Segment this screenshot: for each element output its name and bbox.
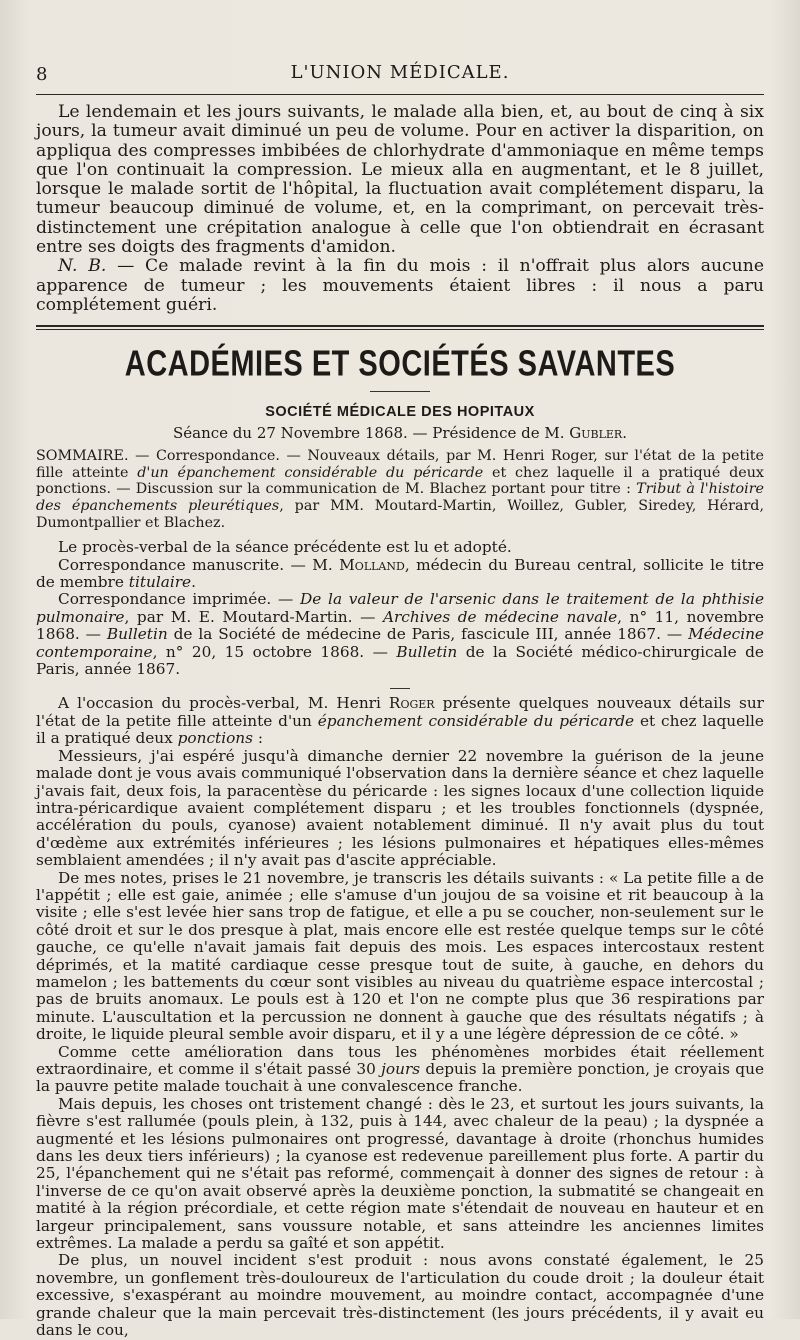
separator-rule (390, 688, 410, 689)
running-head (36, 56, 764, 90)
ci-italic-4: Médecine contemporaine (36, 625, 764, 661)
paragraph-nota-bene (36, 257, 764, 315)
nb-label: N. B. (58, 256, 107, 277)
seance-line (36, 424, 764, 442)
title-rule (370, 391, 430, 392)
am-text-2: depuis la première ponction, je croyais que la pauvre petite malade touchait à une convalescence franche. (36, 1060, 764, 1096)
ci-text-5: , n° 20, 15 octobre 1868. — (152, 642, 397, 661)
ci-text-1: Correspondance imprimée. — (58, 590, 301, 609)
journal-title: L'UNION MÉDICALE. (290, 62, 510, 83)
cm-text-3: . (191, 573, 196, 592)
sommaire-text-3: , par MM. Moutard-Martin, Woillez, Gubler, Siredey, Hérard, Dumontpallier et Blachez. (36, 498, 764, 531)
paragraph-roger (36, 695, 764, 747)
ci-text-6: de la Société médico-chirurgicale de Paris, année 1867. (36, 642, 764, 679)
paragraph-correspondance-manuscrite (36, 557, 764, 592)
paragraph-de-plus: De plus, un nouvel incident s'est produit : nous avons constaté également, le 25 novembre, un gonflement très-douloureux de l'articulation du coude droit ; la douleur était excessive, s'exaspérant au moindre mouvement, au moindre contact, accompagnée d'une grande chaleur que la main percevait très-distinctement (les jours précédents, il y avait eu dans le cou, (36, 1251, 764, 1340)
roger-italic-2: ponctions (177, 729, 254, 748)
paragraph-notes: De mes notes, prises le 21 novembre, je transcris les détails suivants : « La petite fille a de l'appétit ; elle est gaie, animée ; elle s'amuse d'un joujou de sa voisine et rit beaucoup à la visite ; elle s'est levée hier sans trop de fatigue, et elle a pu se coucher, non-seulement sur le côté droit et sur le dos presque à plat, mais encore elle est restée quelque temps sur le côté gauche, ce qu'elle n'avait jamais fait depuis des mois. Les espaces intercostaux restent déprimés, et la matité cardiaque cesse presque tout de suite, à gauche, en dehors du mamelon ; les battements du cœur sont visibles au niveau du quatrième espace intercostal ; pas de bruits anomaux. Le pouls est à 120 et l'on ne compte plus que 36 respirations par minute. L'auscultation et la percussion ne donnent à gauche que des résultats négatifs ; à droite, le liquide pleural semble avoir disparu, et il y a une légère dépression de ce côté. » (36, 868, 764, 1044)
paragraph-mais: Mais depuis, les choses ont tristement changé : dès le 23, et surtout les jours suivants, la fièvre s'est rallumée (pouls plein, à 132, puis à 144, avec chaleur de la peau) ; la dyspnée a augmenté et les lésions pulmonaires ont progressé, davantage à droite (rhonchus humides dans les deux tiers inférieurs) ; la cyanose est redevenue pareillement plus forte. A partir du 25, l'épanchement qui ne s'était pas reformé, commençait à donner des signes de retour : à l'inverse de ce qu'on avait observé après la deuxième ponction, la submatité se changeait en matité à la région précordiale, et cette région mate s'étendait de nouveau en hauteur et en largeur principalement, sans voussure notable, et sans atteindre les anciennes limites extrêmes. La malade a perdu sa gaîté et son appétit. (36, 1094, 764, 1253)
cm-italic: titulaire (128, 573, 192, 592)
sommaire (36, 448, 764, 531)
cm-text-1: Correspondance manuscrite. — M. (58, 555, 340, 574)
roger-text-4: : (253, 729, 264, 748)
nb-text: — Ce malade revint à la fin du mois : il n'offrait plus alors aucune apparence de tumeur ; les mouvements étaient libres : il nous a paru complétement guéri. (36, 256, 764, 315)
am-italic: jours (381, 1060, 421, 1079)
paragraph-messieurs: Messieurs, j'ai espéré jusqu'à dimanche dernier 22 novembre la guérison de la jeune malade dont je vous avais communiqué l'observation dans la dernière séance et chez laquelle j'avais fait, deux fois, la paracentèse du péricarde : les signes locaux d'une collection liquide intra-péricardique avaient complétement disparu ; et les troubles fonctionnels (dyspnée, accélération du pouls, cyanose) avaient notablement diminué. Il n'y avait plus du tout d'œdème aux extrémités inférieures ; les lésions pulmonaires et hépatiques elles-mêmes semblaient amendées ; il n'y avait pas d'ascite appréciable. (36, 746, 764, 870)
ci-text-3: , n° 11, novembre 1868. — (36, 607, 764, 644)
am-text-1: Comme cette amélioration dans tous les phénomènes morbides était réellement extraordinaire, et comme il s'était passé 30 (36, 1042, 764, 1079)
roger-text-2: présente quelques nouveaux détails sur l'état de la petite fille atteinte d'un (36, 694, 764, 730)
sommaire-text-2: et chez laquelle il a pratiqué deux ponctions. — Discussion sur la communication de M. Blachez portant pour titre : (36, 464, 764, 498)
ci-text-2: , par M. E. Moutard-Martin. — (124, 607, 383, 626)
cm-text-2: , médecin du Bureau central, sollicite le titre de membre (36, 555, 765, 592)
ci-italic-1: De la valeur de l'arsenic dans le traitement de la phthisie pulmonaire (36, 590, 764, 626)
sommaire-label: SOMMAIRE. (36, 448, 129, 465)
paragraph-intro: Le lendemain et les jours suivants, le malade alla bien, et, au bout de cinq à six jours, la tumeur avait diminué un peu de volume. Pour en activer la disparition, on appliqua des compresses imbibées de chlorhydrate d'ammoniaque en même temps que l'on continuait la compression. Le mieux alla en augmentant, et le 8 juillet, lorsque le malade sortit de l'hôpital, la fluctuation avait complétement disparu, la tumeur beaucoup diminué de volume, et, en la comprimant, on percevait très-distinctement une crépitation analogue à celle que l'on obtiendrait en écrasant entre ses doigts des fragments d'amidon. (36, 102, 764, 258)
society-title: SOCIÉTÉ MÉDICALE DES HOPITAUX (265, 404, 535, 421)
section-title: ACADÉMIES ET SOCIÉTÉS SAVANTES (124, 344, 676, 385)
section-rule (36, 325, 764, 330)
seance-text: Séance du 27 Novembre 1868. — Présidence de M. (172, 424, 570, 443)
paragraph-amelioration (36, 1044, 764, 1096)
paragraph-proces-verbal: Le procès-verbal de la séance précédente est lu et adopté. (58, 538, 512, 557)
roger-italic-1: épanchement considérable du péricarde (317, 711, 635, 730)
sommaire-italic-2: Tribut à l'histoire des épanchements pleurétiques (36, 481, 764, 515)
roger-name: Roger (388, 694, 435, 713)
page-number: 8 (36, 64, 48, 85)
paragraph-correspondance-imprimee (36, 591, 764, 678)
cm-name: Molland (339, 555, 405, 574)
president-name: Gubler (569, 424, 623, 443)
ci-text-4: de la Société de médecine de Paris, fascicule III, année 1867. — (167, 625, 689, 644)
sommaire-text-1: — Correspondance. — Nouveaux détails, par M. Henri Roger, sur l'état de la petite fille atteinte (36, 448, 764, 481)
ci-italic-3: Bulletin (106, 625, 168, 644)
sommaire-italic-1: d'un épanchement considérable du péricarde (137, 464, 484, 481)
ci-italic-2: Archives de médecine navale (382, 607, 618, 626)
roger-text-1: A l'occasion du procès-verbal, M. Henri (58, 694, 389, 713)
seance-end: . (622, 424, 627, 443)
ci-italic-5: Bulletin (396, 642, 458, 661)
roger-text-3: et chez laquelle il a pratiqué deux (36, 711, 764, 748)
